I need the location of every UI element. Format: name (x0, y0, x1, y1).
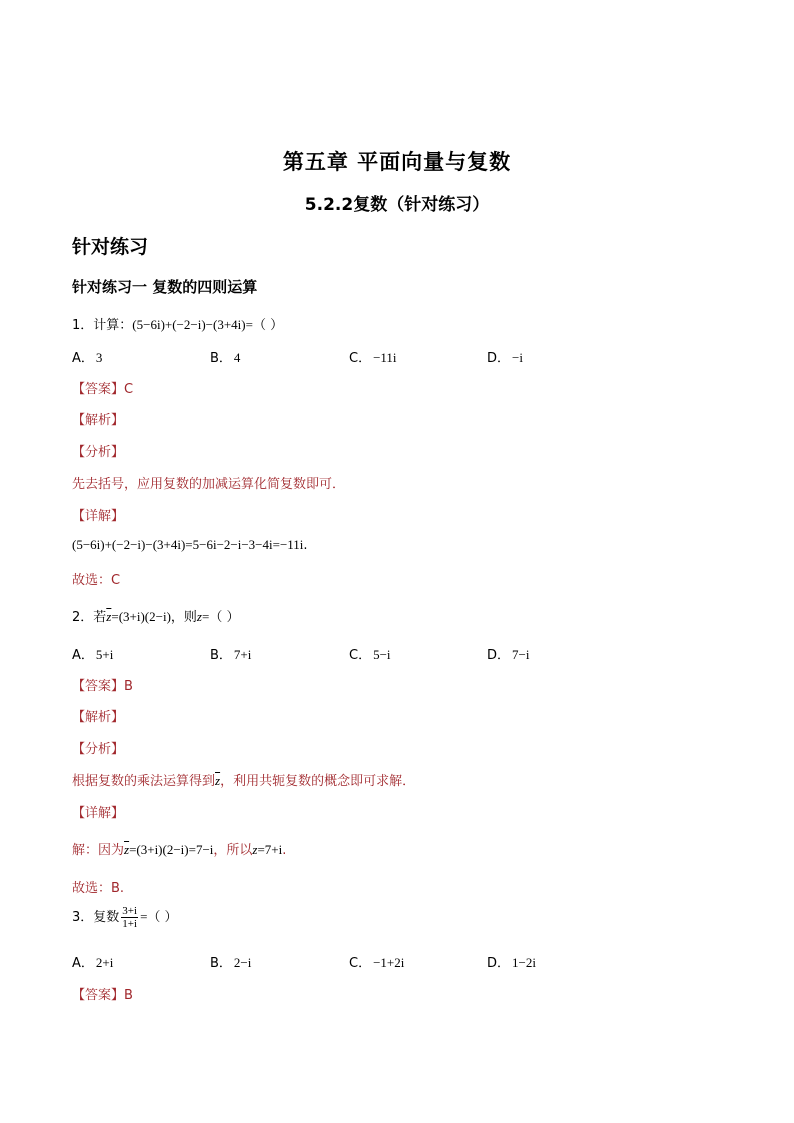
question-1 (72, 314, 283, 333)
z-bar: $\overline{z}$ (215, 773, 221, 788)
option-c[interactable]: C． 5−i (349, 647, 391, 663)
question-number: 1． (72, 318, 94, 333)
answer-value: B (124, 988, 133, 1003)
answer-tag: 【答案】 (72, 382, 125, 397)
question-prefix: 复数 (93, 910, 120, 925)
z-bar: $\overline{z}$ (106, 609, 112, 624)
option-c[interactable]: C． −11i (349, 350, 397, 366)
question-3: 3．复数 $\frac{3+i}{1+i}$ =（ ） (72, 905, 178, 930)
option-a[interactable]: A． 5+i (72, 647, 114, 663)
section-title: 5.2.2复数（针对练习） (304, 195, 490, 215)
answer-paren: （ ） (252, 318, 284, 333)
analysis-tag: 【解析】 (72, 413, 125, 428)
question-expression: =(3+i)(2−i) (111, 609, 171, 624)
fraction (121, 905, 138, 930)
detail-tag: 【详解】 (72, 806, 125, 821)
answer-paren: （ ） (147, 910, 178, 925)
option-c[interactable]: C． −1+2i (349, 955, 405, 971)
question-expression: (5−6i)+(−2−i)−(3+4i)= (132, 317, 253, 332)
question-number: 3． (72, 910, 94, 925)
answer-line (72, 675, 133, 694)
answer-paren: （ ） (209, 610, 240, 625)
option-b[interactable]: B． 2−i (210, 955, 252, 971)
z-variable: z (196, 609, 202, 624)
question-prefix: 计算： (93, 318, 133, 333)
analysis-tag: 【解析】 (72, 710, 125, 725)
option-d[interactable]: D． −i (487, 350, 523, 366)
question-number: 2． (72, 610, 94, 625)
chapter-title: 第五章 平面向量与复数 (282, 150, 512, 174)
detail-line: 解：因为$\overline{z}=(3+i)(2-i)=7-i$，所以z=7+i. (72, 842, 287, 858)
fenxi-text: 根据复数的乘法运算得到$\overline{z}$，利用共轭复数的概念即可求解． (72, 773, 416, 789)
question-2-options (0, 644, 794, 664)
option-d[interactable]: D． 7−i (487, 647, 530, 663)
heading-sub: 针对练习一 复数的四则运算 (72, 278, 258, 296)
fenxi-text: 先去括号，应用复数的加减运算化简复数即可． (72, 477, 346, 492)
denominator: 1+i (122, 918, 138, 930)
detail-expression: (5−6i)+(−2−i)−(3+4i)=5−6i−2−i−3−4i=−11i (72, 537, 304, 552)
answer-value: C (124, 382, 134, 397)
question-1-options (0, 347, 794, 367)
answer-tag: 【答案】 (72, 988, 125, 1003)
detail-line: (5−6i)+(−2−i)−(3+4i)=5−6i−2−i−3−4i=−11i. (72, 537, 308, 553)
fenxi-tag: 【分析】 (72, 445, 125, 460)
option-a[interactable]: A． 3 (72, 350, 103, 366)
answer-line (72, 984, 133, 1003)
detail-tag: 【详解】 (72, 509, 125, 524)
question-2: 2．若$\overline{z}=(3+i)(2-i)$，则z=（ ） (72, 609, 240, 625)
option-b[interactable]: B． 7+i (210, 647, 252, 663)
fenxi-tag: 【分析】 (72, 742, 125, 757)
answer-line (72, 378, 133, 397)
z-bar: $\overline{z}$ (124, 842, 130, 857)
answer-tag: 【答案】 (72, 679, 125, 694)
question-3-options (0, 952, 794, 972)
option-d[interactable]: D． 1−2i (487, 955, 536, 971)
conclusion: 故选：C (72, 573, 121, 588)
numerator: 3+i (122, 905, 138, 917)
answer-value: B (124, 679, 133, 694)
heading-main: 针对练习 (72, 236, 149, 258)
conclusion: 故选：B. (72, 881, 125, 896)
option-a[interactable]: A． 2+i (72, 955, 114, 971)
question-prefix: 若 (93, 610, 107, 625)
option-b[interactable]: B． 4 (210, 350, 241, 366)
